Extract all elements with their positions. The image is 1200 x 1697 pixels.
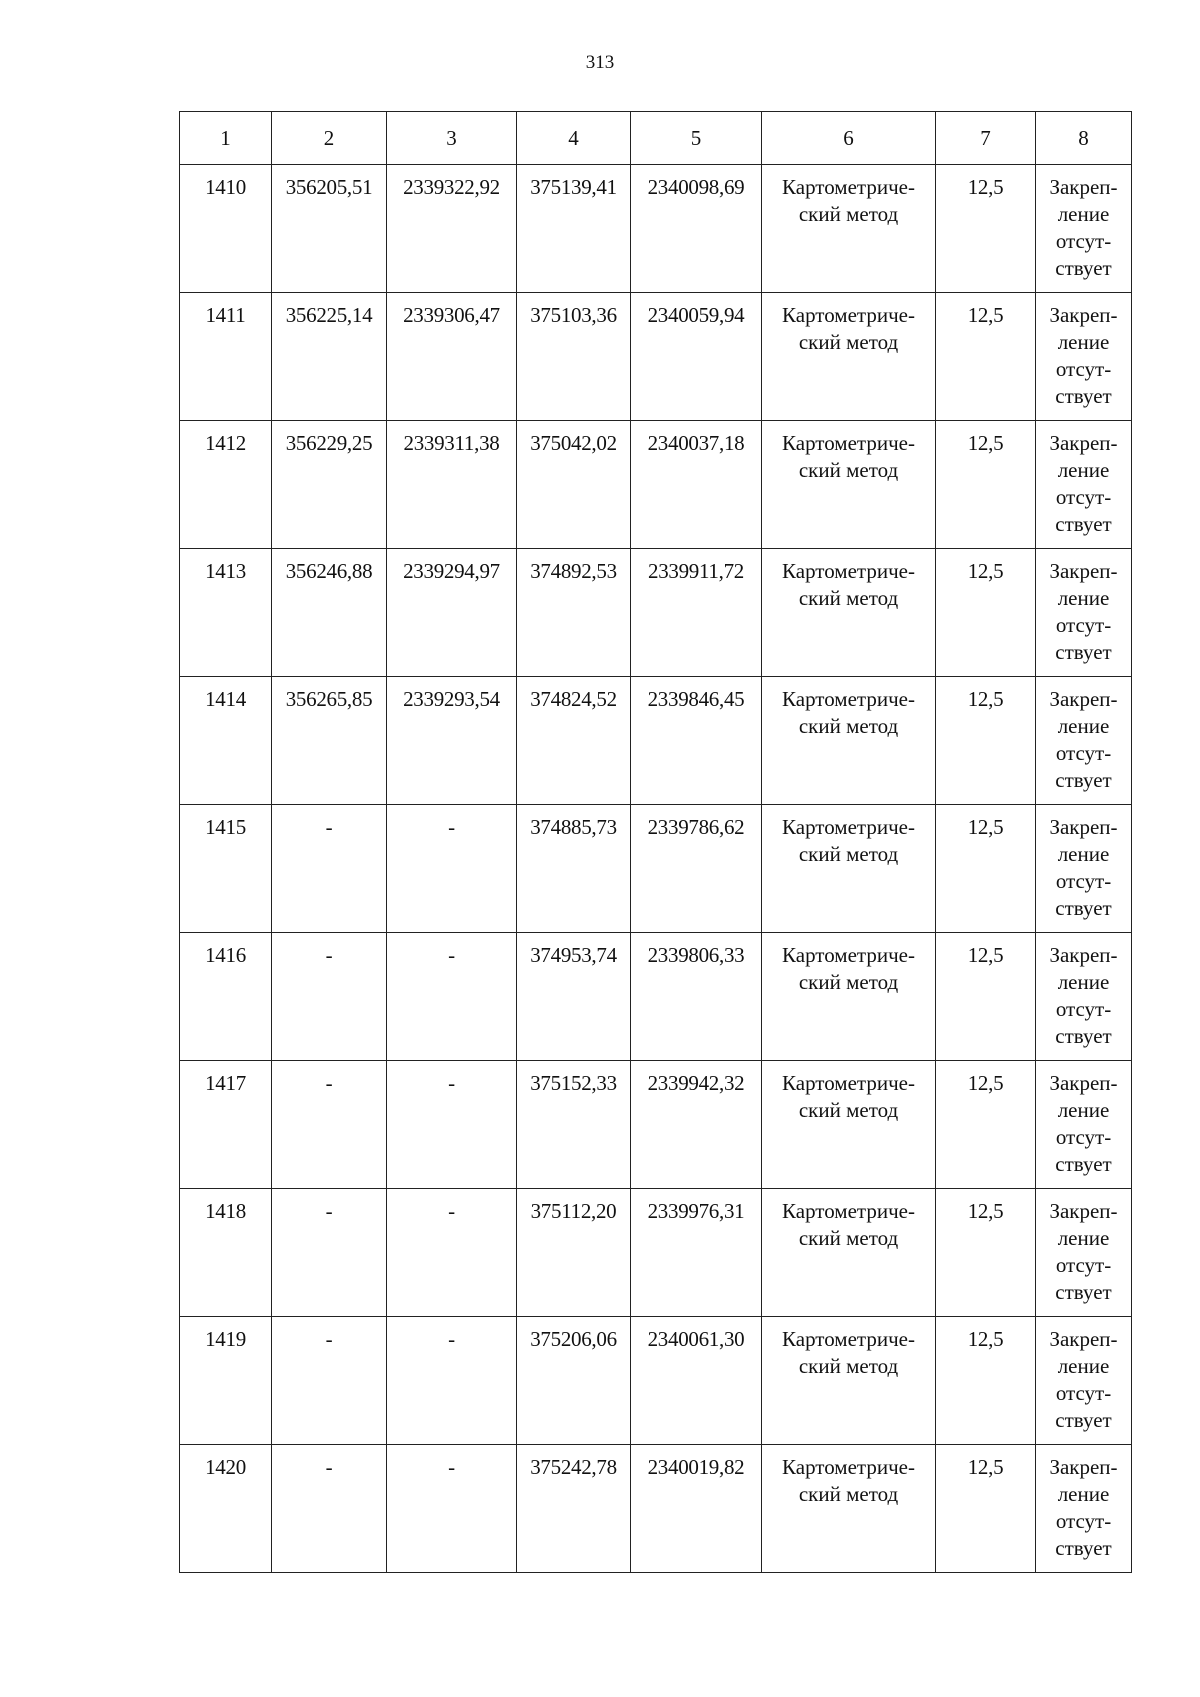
fixation-text-line: отсут- [1055,1381,1112,1405]
point-number-cell: 1418 [180,1189,272,1317]
fixation-text-line: отсут- [1055,1253,1112,1277]
accuracy-cell: 12,5 [936,1189,1036,1317]
coord-y-old-cell: 2339311,38 [387,421,517,549]
coord-y-new-cell: 2339911,72 [631,549,762,677]
coord-x-old-cell: 356265,85 [272,677,387,805]
table-header-row [180,112,1132,165]
fixation-text-line: отсут- [1055,869,1112,893]
fixation-text-line: отсут- [1055,613,1112,637]
coord-x-new-cell: 375206,06 [517,1317,631,1445]
point-number-cell: 1410 [180,165,272,293]
fixation-text-line: ствует [1055,1536,1112,1560]
fixation-text-line: отсут- [1055,741,1112,765]
coord-y-new-cell: 2340059,94 [631,293,762,421]
method-text-line: Картометриче- [782,815,915,839]
coord-y-new-cell: 2340098,69 [631,165,762,293]
point-number-cell: 1417 [180,1061,272,1189]
coord-y-new-cell: 2339942,32 [631,1061,762,1189]
fixation-text-line: ствует [1055,512,1112,536]
fixation-text-line: ление [1057,1482,1110,1506]
fixation-text-line: ствует [1055,384,1112,408]
fixation-cell [1036,1061,1132,1189]
fixation-text-line: Закреп- [1049,943,1118,967]
column-header: 7 [936,112,1036,165]
coord-x-new-cell: 374892,53 [517,549,631,677]
coord-y-new-cell: 2340019,82 [631,1445,762,1573]
fixation-text-line: ствует [1055,1408,1112,1432]
fixation-cell [1036,1445,1132,1573]
table-row [180,1445,1132,1573]
method-text-line: ский метод [798,970,899,994]
table-body [180,165,1132,1573]
method-text-line: ский метод [798,1226,899,1250]
coord-y-old-cell: 2339294,97 [387,549,517,677]
coord-y-new-cell: 2339806,33 [631,933,762,1061]
coord-y-new-cell: 2339976,31 [631,1189,762,1317]
method-cell [762,1189,936,1317]
coord-x-old-cell: - [272,933,387,1061]
fixation-text-line: ление [1057,330,1110,354]
method-text-line: Картометриче- [782,687,915,711]
method-text-line: ский метод [798,458,899,482]
coord-x-new-cell: 375112,20 [517,1189,631,1317]
accuracy-cell: 12,5 [936,1317,1036,1445]
coord-x-new-cell: 375103,36 [517,293,631,421]
method-text-line: Картометриче- [782,1455,915,1479]
point-number-cell: 1420 [180,1445,272,1573]
method-cell [762,549,936,677]
coordinates-table [179,111,1132,1573]
fixation-text-line: Закреп- [1049,175,1118,199]
method-cell [762,1445,936,1573]
fixation-text-line: отсут- [1055,229,1112,253]
method-cell [762,293,936,421]
method-cell [762,805,936,933]
table-row [180,165,1132,293]
fixation-cell [1036,165,1132,293]
fixation-text-line: Закреп- [1049,1199,1118,1223]
coord-y-old-cell: - [387,1317,517,1445]
fixation-text-line: Закреп- [1049,1071,1118,1095]
method-text-line: Картометриче- [782,1327,915,1351]
coord-x-old-cell: 356205,51 [272,165,387,293]
coord-x-new-cell: 375242,78 [517,1445,631,1573]
method-text-line: Картометриче- [782,175,915,199]
coord-y-old-cell: 2339322,92 [387,165,517,293]
fixation-cell [1036,421,1132,549]
coord-y-old-cell: - [387,1189,517,1317]
fixation-text-line: ствует [1055,896,1112,920]
table-row [180,933,1132,1061]
fixation-text-line: отсут- [1055,357,1112,381]
fixation-cell [1036,1189,1132,1317]
method-text-line: ский метод [798,1098,899,1122]
accuracy-cell: 12,5 [936,933,1036,1061]
table-row [180,1189,1132,1317]
coord-x-old-cell: - [272,1445,387,1573]
method-cell [762,421,936,549]
method-cell [762,1317,936,1445]
coord-y-old-cell: - [387,805,517,933]
method-text-line: ский метод [798,202,899,226]
fixation-text-line: ствует [1055,768,1112,792]
coord-x-old-cell: 356229,25 [272,421,387,549]
coord-y-old-cell: - [387,1445,517,1573]
point-number-cell: 1416 [180,933,272,1061]
accuracy-cell: 12,5 [936,421,1036,549]
method-text-line: ский метод [798,714,899,738]
coord-x-new-cell: 375152,33 [517,1061,631,1189]
column-header: 8 [1036,112,1132,165]
fixation-text-line: отсут- [1055,485,1112,509]
point-number-cell: 1419 [180,1317,272,1445]
fixation-cell [1036,677,1132,805]
coord-x-new-cell: 374885,73 [517,805,631,933]
fixation-cell [1036,549,1132,677]
coord-x-new-cell: 374953,74 [517,933,631,1061]
method-text-line: Картометриче- [782,431,915,455]
table-row [180,677,1132,805]
fixation-text-line: ление [1057,842,1110,866]
coord-x-old-cell: - [272,1317,387,1445]
method-text-line: Картометриче- [782,559,915,583]
fixation-text-line: ление [1057,586,1110,610]
coord-x-new-cell: 374824,52 [517,677,631,805]
coord-y-old-cell: 2339293,54 [387,677,517,805]
method-cell [762,933,936,1061]
method-text-line: ский метод [798,1482,899,1506]
fixation-text-line: ление [1057,202,1110,226]
coord-x-old-cell: 356246,88 [272,549,387,677]
coord-y-new-cell: 2340037,18 [631,421,762,549]
fixation-text-line: ствует [1055,640,1112,664]
column-header: 6 [762,112,936,165]
point-number-cell: 1411 [180,293,272,421]
fixation-text-line: ление [1057,1098,1110,1122]
fixation-cell [1036,293,1132,421]
fixation-text-line: ствует [1055,1024,1112,1048]
point-number-cell: 1413 [180,549,272,677]
fixation-text-line: Закреп- [1049,1327,1118,1351]
coord-x-new-cell: 375042,02 [517,421,631,549]
accuracy-cell: 12,5 [936,805,1036,933]
point-number-cell: 1414 [180,677,272,805]
method-cell [762,165,936,293]
fixation-text-line: Закреп- [1049,431,1118,455]
method-text-line: ский метод [798,842,899,866]
coord-x-old-cell: - [272,1061,387,1189]
method-text-line: Картометриче- [782,1199,915,1223]
method-text-line: Картометриче- [782,303,915,327]
method-text-line: ский метод [798,330,899,354]
fixation-cell [1036,1317,1132,1445]
coord-y-old-cell: 2339306,47 [387,293,517,421]
column-header: 3 [387,112,517,165]
fixation-text-line: ление [1057,970,1110,994]
column-header: 2 [272,112,387,165]
coord-x-new-cell: 375139,41 [517,165,631,293]
method-cell [762,677,936,805]
coord-x-old-cell: 356225,14 [272,293,387,421]
method-text-line: Картометриче- [782,1071,915,1095]
column-header: 4 [517,112,631,165]
accuracy-cell: 12,5 [936,1061,1036,1189]
coord-y-new-cell: 2339786,62 [631,805,762,933]
method-text-line: ский метод [798,586,899,610]
page-number: 313 [585,52,615,73]
fixation-text-line: отсут- [1055,1125,1112,1149]
coord-x-old-cell: - [272,1189,387,1317]
fixation-text-line: Закреп- [1049,1455,1118,1479]
coord-x-old-cell: - [272,805,387,933]
fixation-text-line: Закреп- [1049,559,1118,583]
accuracy-cell: 12,5 [936,677,1036,805]
fixation-text-line: ление [1057,714,1110,738]
accuracy-cell: 12,5 [936,1445,1036,1573]
accuracy-cell: 12,5 [936,549,1036,677]
accuracy-cell: 12,5 [936,165,1036,293]
column-header: 5 [631,112,762,165]
table-row [180,1317,1132,1445]
table-row [180,805,1132,933]
coord-y-old-cell: - [387,1061,517,1189]
fixation-text-line: ствует [1055,1152,1112,1176]
method-text-line: ский метод [798,1354,899,1378]
method-cell [762,1061,936,1189]
table-row [180,293,1132,421]
fixation-text-line: ствует [1055,1280,1112,1304]
fixation-text-line: ление [1057,458,1110,482]
fixation-cell [1036,805,1132,933]
fixation-text-line: отсут- [1055,1509,1112,1533]
table-row [180,1061,1132,1189]
fixation-text-line: ление [1057,1354,1110,1378]
fixation-text-line: Закреп- [1049,815,1118,839]
table-row [180,549,1132,677]
column-header: 1 [180,112,272,165]
point-number-cell: 1412 [180,421,272,549]
table-row [180,421,1132,549]
fixation-text-line: Закреп- [1049,303,1118,327]
fixation-text-line: Закреп- [1049,687,1118,711]
coord-y-new-cell: 2340061,30 [631,1317,762,1445]
fixation-text-line: ление [1057,1226,1110,1250]
fixation-cell [1036,933,1132,1061]
coord-y-new-cell: 2339846,45 [631,677,762,805]
point-number-cell: 1415 [180,805,272,933]
fixation-text-line: ствует [1055,256,1112,280]
accuracy-cell: 12,5 [936,293,1036,421]
fixation-text-line: отсут- [1055,997,1112,1021]
method-text-line: Картометриче- [782,943,915,967]
coord-y-old-cell: - [387,933,517,1061]
